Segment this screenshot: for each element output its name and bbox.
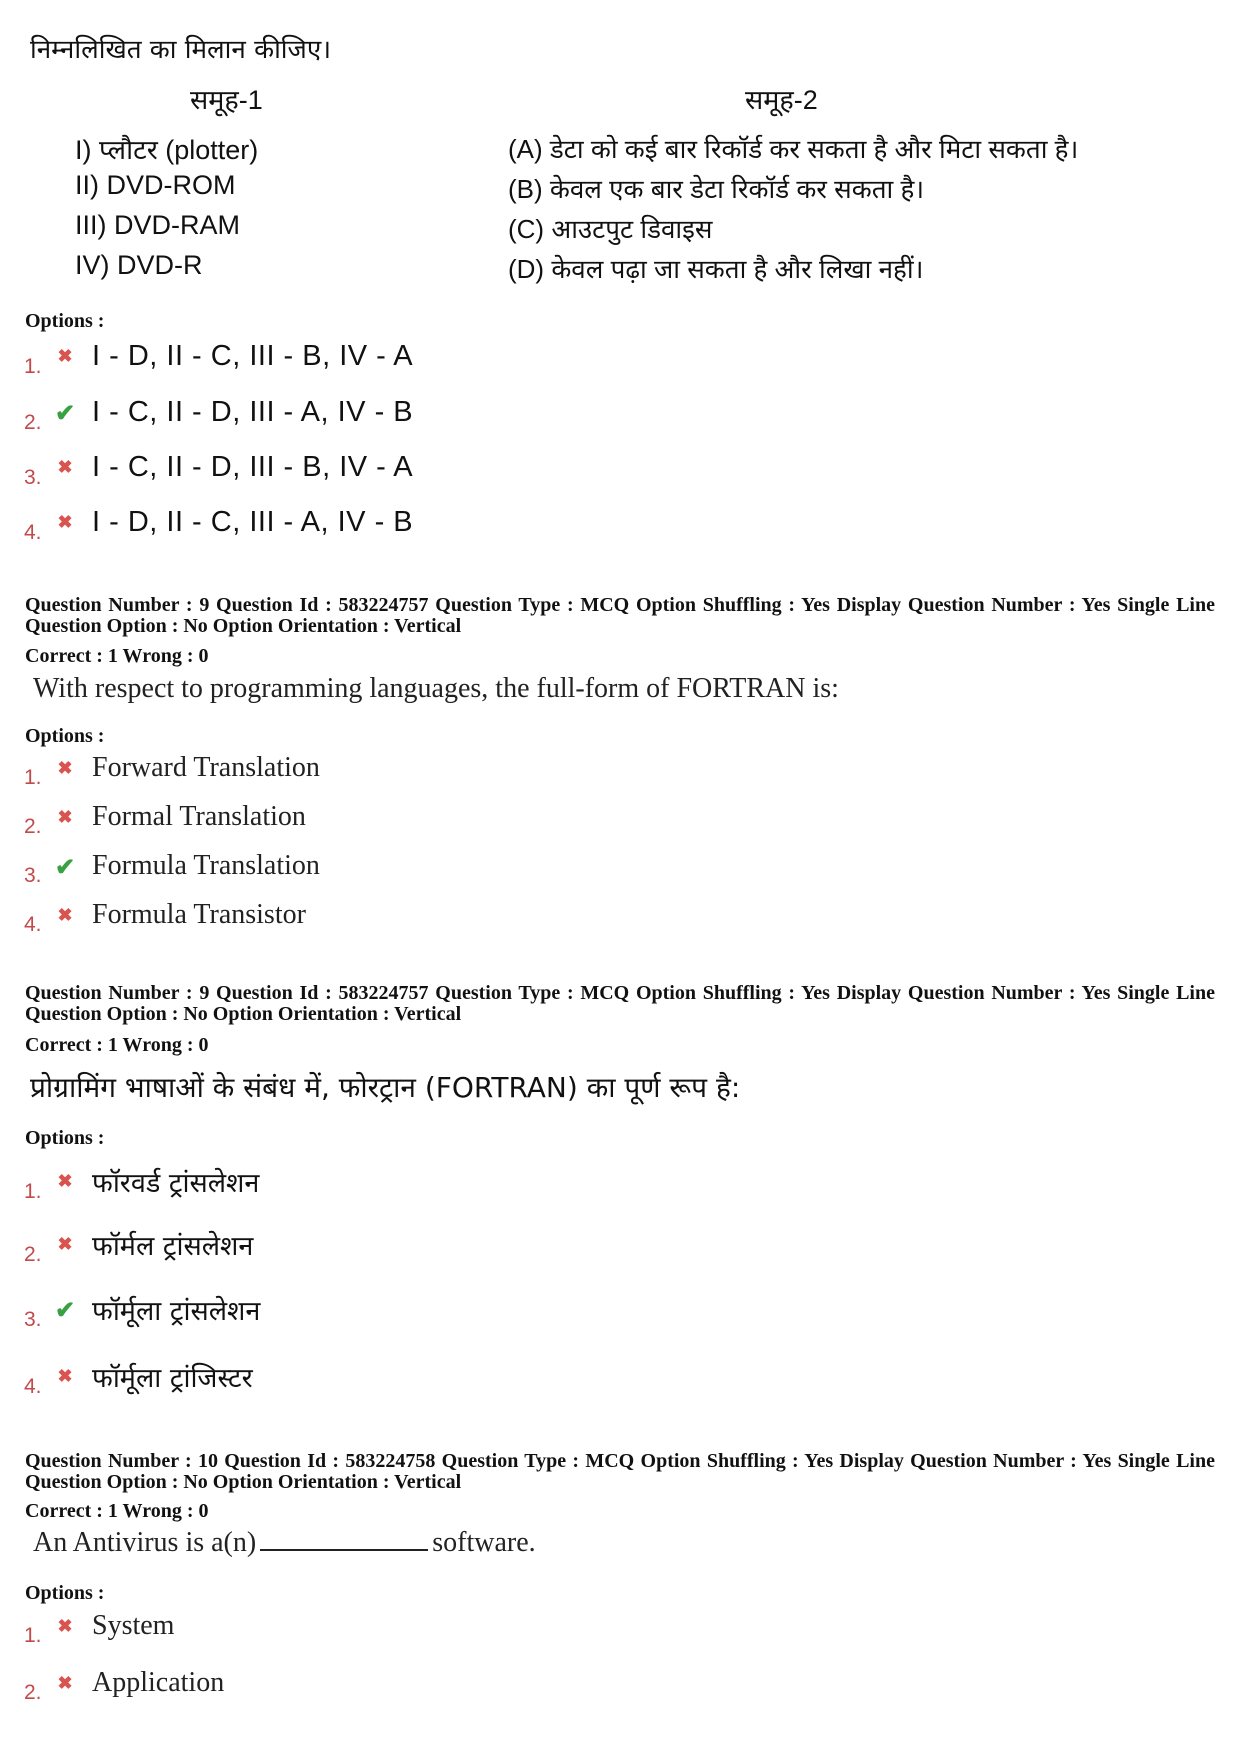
option-row[interactable] xyxy=(24,1291,261,1331)
question-text xyxy=(33,1527,536,1559)
option-number: 4. xyxy=(24,1374,42,1398)
check-icon: ✔ xyxy=(54,398,76,427)
option-number: 3. xyxy=(24,465,42,489)
option-number: 1. xyxy=(24,1624,42,1647)
cross-icon: ✖ xyxy=(57,757,73,779)
option-row[interactable] xyxy=(24,1667,225,1704)
option-text: Application xyxy=(92,1667,225,1698)
question-meta: Question Number : 9 Question Id : 583224757 Question Type : MCQ Option Shuffling : Yes Display Question Number : Yes Single Line Question Option : No Option Orientation : Vertical xyxy=(25,594,1215,637)
group2-heading: समूह-2 xyxy=(745,85,818,115)
option-row[interactable] xyxy=(24,396,414,434)
option-number: 3. xyxy=(24,864,42,887)
option-text: Forward Translation xyxy=(92,752,320,783)
option-row[interactable] xyxy=(24,752,320,789)
option-row[interactable] xyxy=(24,899,306,936)
options-label: Options : xyxy=(25,310,105,332)
option-row[interactable] xyxy=(24,801,306,838)
option-text: Formula Translation xyxy=(92,850,320,881)
question-text-before: An Antivirus is a(n) xyxy=(33,1527,257,1558)
question-meta: Question Number : 10 Question Id : 583224758 Question Type : MCQ Option Shuffling : Yes Display Question Number : Yes Single Line Question Option : No Option Orientation : Vertical xyxy=(25,1450,1215,1493)
options-label: Options : xyxy=(25,1127,105,1149)
option-number: 2. xyxy=(24,410,42,434)
option-row[interactable] xyxy=(24,850,320,887)
option-number: 1. xyxy=(24,354,42,378)
cross-icon: ✖ xyxy=(57,1171,73,1192)
option-number: 1. xyxy=(24,766,42,789)
cross-icon: ✖ xyxy=(57,1672,73,1694)
option-number: 3. xyxy=(24,1307,42,1331)
option-row[interactable] xyxy=(24,1226,254,1266)
question-text-after: software. xyxy=(432,1527,536,1558)
option-row[interactable] xyxy=(24,340,414,378)
correct-wrong: Correct : 1 Wrong : 0 xyxy=(25,645,209,667)
option-row[interactable] xyxy=(24,1610,175,1647)
group1-item: I) प्लौटर (plotter) xyxy=(75,135,259,165)
group1-item: III) DVD-RAM xyxy=(75,210,240,240)
option-text: System xyxy=(92,1610,175,1641)
fill-in-blank xyxy=(260,1527,428,1551)
group2-item: (C) आउटपुट डिवाइस xyxy=(508,214,713,244)
group2-item: (B) केवल एक बार डेटा रिकॉर्ड कर सकता है। xyxy=(508,174,925,204)
option-number: 4. xyxy=(24,520,42,544)
option-number: 2. xyxy=(24,1681,42,1704)
cross-icon: ✖ xyxy=(57,457,73,478)
check-icon: ✔ xyxy=(54,1295,76,1324)
option-text: फॉर्मल ट्रांसलेशन xyxy=(92,1231,254,1262)
cross-icon: ✖ xyxy=(57,1615,73,1637)
cross-icon: ✖ xyxy=(57,1366,73,1387)
option-text: फॉरवर्ड ट्रांसलेशन xyxy=(92,1168,260,1199)
option-text: I - C, II - D, III - A, IV - B xyxy=(92,396,414,428)
option-number: 2. xyxy=(24,815,42,838)
question-meta: Question Number : 9 Question Id : 583224757 Question Type : MCQ Option Shuffling : Yes Display Question Number : Yes Single Line Question Option : No Option Orientation : Vertical xyxy=(25,982,1215,1025)
question-text: प्रोग्रामिंग भाषाओं के संबंध में, फोरट्रान (FORTRAN) का पूर्ण रूप है: xyxy=(30,1071,741,1104)
option-text: फॉर्मूला ट्रांजिस्टर xyxy=(92,1363,253,1394)
cross-icon: ✖ xyxy=(57,1234,73,1255)
option-text: I - D, II - C, III - A, IV - B xyxy=(92,506,414,538)
option-row[interactable] xyxy=(24,506,414,544)
question-text: With respect to programming languages, the full-form of FORTRAN is: xyxy=(33,673,839,704)
option-text: Formal Translation xyxy=(92,801,306,832)
cross-icon: ✖ xyxy=(57,806,73,828)
option-row[interactable] xyxy=(24,1163,260,1203)
option-number: 4. xyxy=(24,913,42,936)
option-text: I - D, II - C, III - B, IV - A xyxy=(92,340,414,372)
cross-icon: ✖ xyxy=(57,512,73,533)
check-icon: ✔ xyxy=(54,851,76,881)
option-text: Formula Transistor xyxy=(92,899,306,930)
option-number: 2. xyxy=(24,1242,42,1266)
correct-wrong: Correct : 1 Wrong : 0 xyxy=(25,1500,209,1522)
cross-icon: ✖ xyxy=(57,346,73,367)
option-text: फॉर्मूला ट्रांसलेशन xyxy=(92,1296,261,1327)
group2-item: (D) केवल पढ़ा जा सकता है और लिखा नहीं। xyxy=(508,254,924,284)
option-row[interactable] xyxy=(24,1358,253,1398)
cross-icon: ✖ xyxy=(57,904,73,926)
group1-item: IV) DVD-R xyxy=(75,250,203,280)
option-text: I - C, II - D, III - B, IV - A xyxy=(92,451,414,483)
option-row[interactable] xyxy=(24,451,414,489)
option-number: 1. xyxy=(24,1179,42,1203)
options-label: Options : xyxy=(25,725,105,747)
group1-item: II) DVD-ROM xyxy=(75,170,236,200)
group2-item: (A) डेटा को कई बार रिकॉर्ड कर सकता है और मिटा सकता है। xyxy=(508,134,1079,164)
group1-heading: समूह-1 xyxy=(190,85,263,115)
correct-wrong: Correct : 1 Wrong : 0 xyxy=(25,1034,209,1056)
question-instruction: निम्नलिखित का मिलान कीजिए। xyxy=(30,35,332,65)
options-label: Options : xyxy=(25,1582,105,1604)
